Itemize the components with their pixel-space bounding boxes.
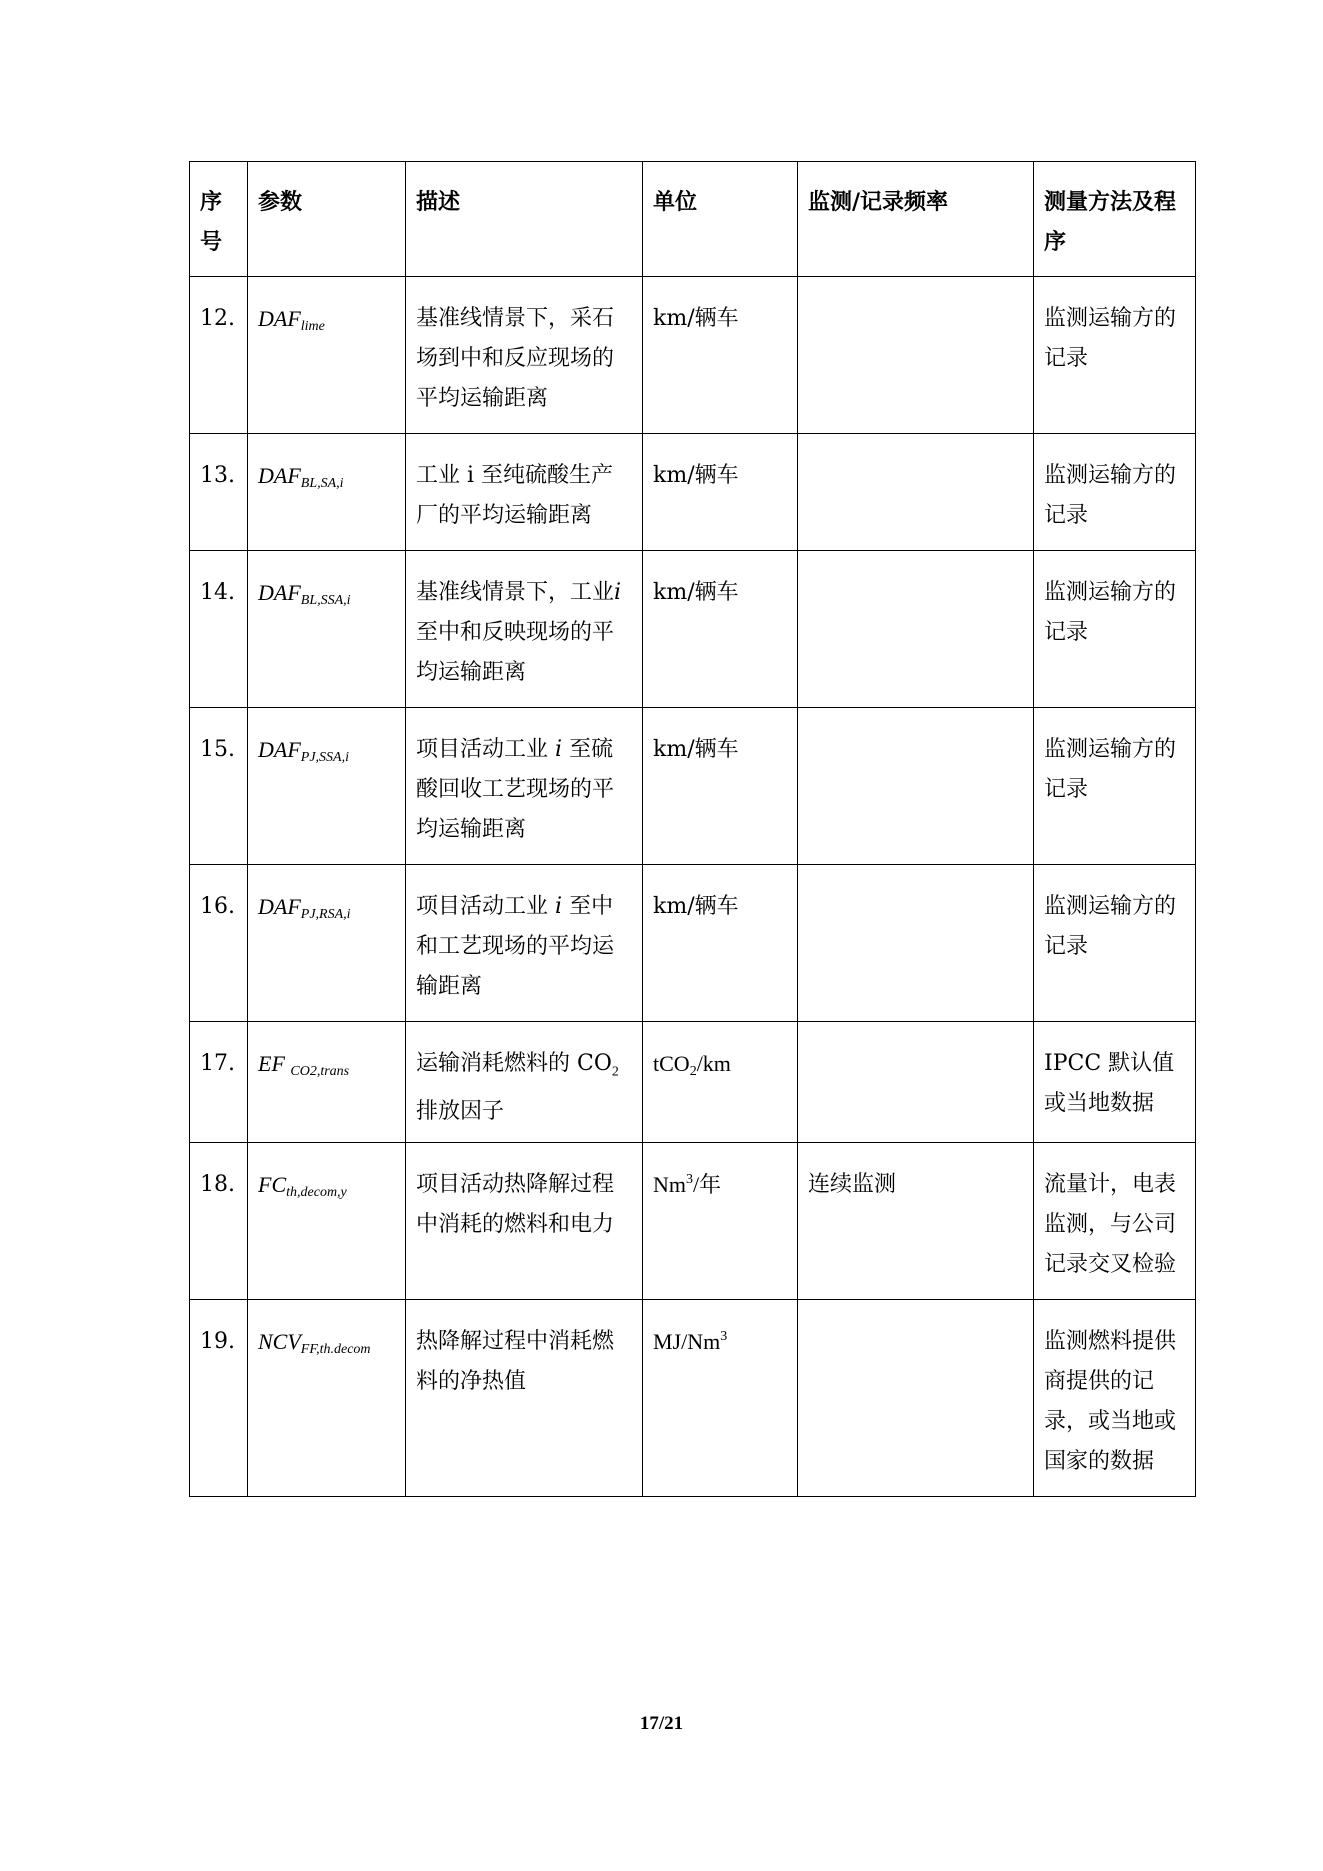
- unit-sup: 3: [686, 1172, 693, 1188]
- header-param: 参数: [248, 162, 406, 277]
- param-sub: PJ,RSA,i: [300, 907, 351, 922]
- param-base: NCV: [258, 1329, 301, 1355]
- desc-text: 排放因子: [416, 1099, 505, 1125]
- desc-text: 至中和工艺现场的平均运输距离: [416, 894, 615, 999]
- param-sub: FF,th.decom: [300, 1342, 371, 1358]
- unit-tail: /km: [696, 1051, 731, 1076]
- row-freq: 连续监测: [798, 1143, 1034, 1300]
- row-method: 监测运输方的记录: [1034, 434, 1196, 551]
- row-unit: km/辆车: [643, 434, 798, 551]
- param-base: DAF: [258, 894, 301, 919]
- row-param: [248, 551, 406, 708]
- row-param: [248, 277, 406, 434]
- row-param: [248, 865, 406, 1022]
- row-param: [248, 434, 406, 551]
- desc-italic-var: i: [555, 737, 563, 762]
- unit-sub: 2: [689, 1064, 697, 1079]
- row-desc: 基准线情景下，采石场到中和反应现场的平均运输距离: [406, 277, 643, 434]
- param-sub: BL,SA,i: [300, 476, 344, 491]
- row-freq: [798, 865, 1034, 1022]
- table-row: [190, 708, 1196, 865]
- row-seq: 19.: [190, 1300, 248, 1497]
- row-unit: [643, 1300, 798, 1497]
- table-row: [190, 865, 1196, 1022]
- row-param: [248, 708, 406, 865]
- row-unit: [643, 1022, 798, 1143]
- row-seq: 16.: [190, 865, 248, 1022]
- param-sub: lime: [300, 319, 325, 334]
- desc-text: 至中和反映现场的平均运输距离: [416, 620, 615, 685]
- table-row: [190, 277, 1196, 434]
- header-unit: 单位: [643, 162, 798, 277]
- row-seq: 15.: [190, 708, 248, 865]
- page-number: 17/21: [639, 1713, 684, 1734]
- row-method: 流量计，电表监测，与公司记录交叉检验: [1034, 1143, 1196, 1300]
- row-method: 监测运输方的记录: [1034, 708, 1196, 865]
- row-unit: km/辆车: [643, 551, 798, 708]
- row-desc: 工业 i 至纯硫酸生产厂的平均运输距离: [406, 434, 643, 551]
- param-base: EF: [258, 1051, 285, 1076]
- desc-text: 至硫酸回收工艺现场的平均运输距离: [416, 737, 615, 842]
- row-desc: [406, 708, 643, 865]
- unit-sup: 3: [720, 1329, 728, 1345]
- row-seq: 18.: [190, 1143, 248, 1300]
- desc-text: 基准线情景下，工业: [416, 580, 615, 605]
- row-desc: 项目活动热降解过程中消耗的燃料和电力: [406, 1143, 643, 1300]
- param-base: DAF: [258, 737, 301, 762]
- table-row: [190, 1022, 1196, 1143]
- row-desc: [406, 551, 643, 708]
- table-row: [190, 1300, 1196, 1497]
- row-method: 监测运输方的记录: [1034, 865, 1196, 1022]
- header-freq: 监测/记录频率: [798, 162, 1034, 277]
- header-method: 测量方法及程序: [1034, 162, 1196, 277]
- row-param: [248, 1143, 406, 1300]
- unit-main: Nm: [653, 1172, 686, 1198]
- row-freq: [798, 708, 1034, 865]
- desc-italic-var: i: [614, 580, 622, 605]
- header-desc: 描述: [406, 162, 643, 277]
- row-unit: km/辆车: [643, 277, 798, 434]
- param-base: DAF: [258, 463, 301, 488]
- row-unit: [643, 1143, 798, 1300]
- row-desc: [406, 865, 643, 1022]
- desc-text: 项目活动工业: [416, 894, 549, 919]
- row-method: 监测燃料提供商提供的记录，或当地或国家的数据: [1034, 1300, 1196, 1497]
- param-base: DAF: [258, 306, 301, 331]
- row-method: 监测运输方的记录: [1034, 277, 1196, 434]
- row-seq: 12.: [190, 277, 248, 434]
- row-param: [248, 1022, 406, 1143]
- param-sub: th,decom,y: [286, 1185, 347, 1201]
- param-sub: PJ,SSA,i: [300, 750, 349, 765]
- row-freq: [798, 1300, 1034, 1497]
- row-freq: [798, 1022, 1034, 1143]
- row-desc: [406, 1022, 643, 1143]
- param-base: DAF: [258, 580, 301, 605]
- row-seq: 17.: [190, 1022, 248, 1143]
- desc-text: 项目活动工业: [416, 737, 549, 762]
- row-param: [248, 1300, 406, 1497]
- row-freq: [798, 277, 1034, 434]
- table-header-row: [190, 162, 1196, 277]
- desc-text: 运输消耗燃料的 CO: [416, 1051, 612, 1076]
- row-seq: 13.: [190, 434, 248, 551]
- header-seq: 序号: [190, 162, 248, 277]
- row-freq: [798, 434, 1034, 551]
- unit-main: MJ/Nm: [653, 1329, 721, 1355]
- desc-subscript: 2: [611, 1064, 619, 1080]
- table-row: [190, 1143, 1196, 1300]
- param-sub: CO2,trans: [290, 1064, 350, 1079]
- unit-main: tCO: [653, 1051, 690, 1076]
- monitoring-parameters-table: [189, 161, 1196, 1497]
- row-freq: [798, 551, 1034, 708]
- table-row: [190, 434, 1196, 551]
- row-unit: km/辆车: [643, 865, 798, 1022]
- row-unit: km/辆车: [643, 708, 798, 865]
- unit-tail: /年: [693, 1172, 722, 1198]
- param-sub: BL,SSA,i: [300, 593, 351, 608]
- desc-italic-var: i: [555, 894, 563, 919]
- row-desc: 热降解过程中消耗燃料的净热值: [406, 1300, 643, 1497]
- row-seq: 14.: [190, 551, 248, 708]
- param-base: FC: [258, 1172, 287, 1198]
- row-method: IPCC 默认值或当地数据: [1034, 1022, 1196, 1143]
- row-method: 监测运输方的记录: [1034, 551, 1196, 708]
- table-row: [190, 551, 1196, 708]
